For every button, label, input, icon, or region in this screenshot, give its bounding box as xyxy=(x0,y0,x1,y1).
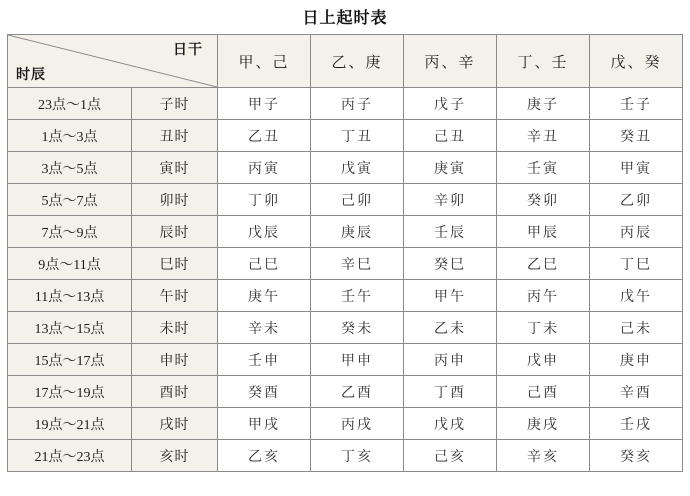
table-cell: 甲申 xyxy=(311,344,404,376)
table-cell: 甲午 xyxy=(404,280,497,312)
header-label-day-stem: 日干 xyxy=(173,43,203,58)
table-row xyxy=(8,184,683,216)
table-cell: 戊辰 xyxy=(218,216,311,248)
table-cell: 甲辰 xyxy=(497,216,590,248)
table-cell: 甲子 xyxy=(218,88,311,120)
table-cell: 辛亥 xyxy=(497,440,590,472)
table-cell: 庚辰 xyxy=(311,216,404,248)
table-cell: 庚子 xyxy=(497,88,590,120)
table-row xyxy=(8,216,683,248)
table-cell: 辛酉 xyxy=(590,376,683,408)
table-row xyxy=(8,344,683,376)
table-cell: 壬午 xyxy=(311,280,404,312)
table-cell: 壬寅 xyxy=(497,152,590,184)
table-cell: 丙子 xyxy=(311,88,404,120)
table-cell: 己卯 xyxy=(311,184,404,216)
table-cell: 丁亥 xyxy=(311,440,404,472)
table-cell: 己巳 xyxy=(218,248,311,280)
table-cell: 戊子 xyxy=(404,88,497,120)
column-header-stem-1: 甲、己 xyxy=(218,35,311,88)
table-cell: 庚戌 xyxy=(497,408,590,440)
column-header-stem-3: 丙、辛 xyxy=(404,35,497,88)
row-header-time: 21点～23点 xyxy=(8,440,132,472)
table-cell: 辛未 xyxy=(218,312,311,344)
table-row xyxy=(8,312,683,344)
row-header-time: 7点～9点 xyxy=(8,216,132,248)
table-cell: 辛巳 xyxy=(311,248,404,280)
table-cell: 癸未 xyxy=(311,312,404,344)
table-cell: 庚申 xyxy=(590,344,683,376)
table-row xyxy=(8,376,683,408)
header-corner-cell xyxy=(8,35,218,88)
row-header-time: 17点～19点 xyxy=(8,376,132,408)
table-cell: 戊申 xyxy=(497,344,590,376)
table-cell: 辛卯 xyxy=(404,184,497,216)
table-cell: 乙巳 xyxy=(497,248,590,280)
row-header-time: 19点～21点 xyxy=(8,408,132,440)
table-cell: 己丑 xyxy=(404,120,497,152)
table-cell: 丙戌 xyxy=(311,408,404,440)
table-cell: 乙亥 xyxy=(218,440,311,472)
table-cell: 癸巳 xyxy=(404,248,497,280)
row-header-time: 3点～5点 xyxy=(8,152,132,184)
row-header-branch: 寅时 xyxy=(132,152,218,184)
table-cell: 甲寅 xyxy=(590,152,683,184)
table-cell: 丙午 xyxy=(497,280,590,312)
row-header-branch: 亥时 xyxy=(132,440,218,472)
table-row xyxy=(8,120,683,152)
row-header-branch: 申时 xyxy=(132,344,218,376)
table-cell: 丁未 xyxy=(497,312,590,344)
table-cell: 庚午 xyxy=(218,280,311,312)
row-header-branch: 辰时 xyxy=(132,216,218,248)
table-cell: 丙寅 xyxy=(218,152,311,184)
table-cell: 丙申 xyxy=(404,344,497,376)
table-row xyxy=(8,280,683,312)
table-cell: 壬戌 xyxy=(590,408,683,440)
column-header-stem-2: 乙、庚 xyxy=(311,35,404,88)
row-header-time: 11点～13点 xyxy=(8,280,132,312)
row-header-time: 23点～1点 xyxy=(8,88,132,120)
row-header-branch: 巳时 xyxy=(132,248,218,280)
row-header-branch: 酉时 xyxy=(132,376,218,408)
table-cell: 乙未 xyxy=(404,312,497,344)
table-cell: 乙丑 xyxy=(218,120,311,152)
table-row xyxy=(8,88,683,120)
table-cell: 戊寅 xyxy=(311,152,404,184)
row-header-branch: 卯时 xyxy=(132,184,218,216)
day-stem-hour-table xyxy=(7,34,683,472)
table-cell: 丁丑 xyxy=(311,120,404,152)
table-cell: 癸亥 xyxy=(590,440,683,472)
table-cell: 丁酉 xyxy=(404,376,497,408)
column-header-stem-4: 丁、壬 xyxy=(497,35,590,88)
row-header-time: 1点～3点 xyxy=(8,120,132,152)
table-cell: 壬辰 xyxy=(404,216,497,248)
table-cell: 壬子 xyxy=(590,88,683,120)
table-cell: 丁卯 xyxy=(218,184,311,216)
row-header-time: 15点～17点 xyxy=(8,344,132,376)
table-cell: 癸卯 xyxy=(497,184,590,216)
table-cell: 戊午 xyxy=(590,280,683,312)
row-header-time: 13点～15点 xyxy=(8,312,132,344)
table-cell: 己亥 xyxy=(404,440,497,472)
header-label-hour-branch: 时辰 xyxy=(16,68,46,83)
table-cell: 庚寅 xyxy=(404,152,497,184)
row-header-branch: 丑时 xyxy=(132,120,218,152)
row-header-time: 9点～11点 xyxy=(8,248,132,280)
page-title: 日上起时表 xyxy=(302,10,388,27)
row-header-branch: 戌时 xyxy=(132,408,218,440)
row-header-branch: 子时 xyxy=(132,88,218,120)
table-row xyxy=(8,408,683,440)
table-cell: 辛丑 xyxy=(497,120,590,152)
table-cell: 癸酉 xyxy=(218,376,311,408)
table-row xyxy=(8,440,683,472)
table-row xyxy=(8,248,683,280)
table-cell: 壬申 xyxy=(218,344,311,376)
row-header-branch: 午时 xyxy=(132,280,218,312)
table-cell: 乙酉 xyxy=(311,376,404,408)
table-header-row xyxy=(8,35,683,88)
table-cell: 癸丑 xyxy=(590,120,683,152)
table-cell: 甲戌 xyxy=(218,408,311,440)
table-cell: 丙辰 xyxy=(590,216,683,248)
table-cell: 乙卯 xyxy=(590,184,683,216)
column-header-stem-5: 戊、癸 xyxy=(590,35,683,88)
table-cell: 丁巳 xyxy=(590,248,683,280)
row-header-branch: 未时 xyxy=(132,312,218,344)
table-cell: 戊戌 xyxy=(404,408,497,440)
row-header-time: 5点～7点 xyxy=(8,184,132,216)
table-cell: 己酉 xyxy=(497,376,590,408)
table-cell: 己未 xyxy=(590,312,683,344)
table-row xyxy=(8,152,683,184)
